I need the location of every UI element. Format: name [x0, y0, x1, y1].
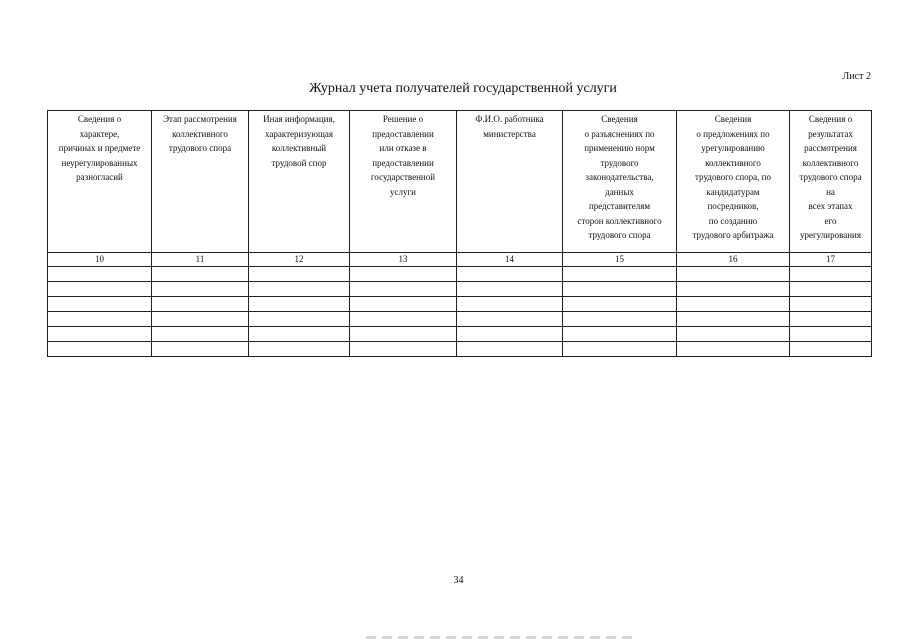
- table-cell: [677, 342, 790, 357]
- table-cell: [249, 297, 350, 312]
- table-cell: [790, 282, 872, 297]
- table-cell: [790, 327, 872, 342]
- column-number: 12: [249, 253, 350, 267]
- table-cell: [677, 297, 790, 312]
- table-cell: [677, 267, 790, 282]
- table-cell: [350, 297, 457, 312]
- table-cell: [249, 342, 350, 357]
- table-cell: [350, 327, 457, 342]
- table-cell: [563, 267, 677, 282]
- table-cell: [350, 312, 457, 327]
- table-cell: [457, 342, 563, 357]
- table-cell: [48, 342, 152, 357]
- table-cell: [563, 312, 677, 327]
- table-header-row: [48, 111, 872, 253]
- table-cell: [457, 282, 563, 297]
- table-cell: [350, 342, 457, 357]
- column-number: 10: [48, 253, 152, 267]
- table-cell: [48, 282, 152, 297]
- table-cell: [677, 282, 790, 297]
- footer-scan-artifact: [366, 636, 636, 639]
- table-cell: [457, 267, 563, 282]
- table-cell: [563, 282, 677, 297]
- sheet-label: Лист 2: [842, 71, 871, 82]
- column-number: 11: [152, 253, 249, 267]
- table-cell: [249, 327, 350, 342]
- table-cell: [152, 297, 249, 312]
- table-cell: [563, 327, 677, 342]
- column-number: 14: [457, 253, 563, 267]
- table-row: [48, 282, 872, 297]
- table-cell: [249, 312, 350, 327]
- table-cell: [48, 267, 152, 282]
- page-number: 34: [453, 575, 464, 586]
- header-cell-decision: Решение о предоставлении или отказе в предоставлении государственной услуги: [350, 111, 457, 253]
- header-cell-results: Сведения о результатах рассмотрения коллективного трудового спора на всех этапах его урегулирования: [790, 111, 872, 253]
- table-row: [48, 267, 872, 282]
- table-cell: [563, 297, 677, 312]
- table-cell: [152, 342, 249, 357]
- table-cell: [677, 327, 790, 342]
- table-cell: [457, 297, 563, 312]
- column-number: 13: [350, 253, 457, 267]
- table-cell: [350, 282, 457, 297]
- table-cell: [457, 327, 563, 342]
- header-cell-employee-name: Ф.И.О. работника министерства: [457, 111, 563, 253]
- header-cell-explanations: Сведения о разъяснениях по применению норм трудового законодательства, данных представителям сторон коллективного трудового спора: [563, 111, 677, 253]
- table-cell: [152, 327, 249, 342]
- header-cell-stage: Этап рассмотрения коллективного трудового спора: [152, 111, 249, 253]
- table-cell: [48, 327, 152, 342]
- header-cell-proposals: Сведения о предложениях по урегулированию коллективного трудового спора, по кандидатурам посредников, по созданию трудового арбитража: [677, 111, 790, 253]
- table-cell: [790, 267, 872, 282]
- table-cell: [563, 342, 677, 357]
- table-cell: [152, 267, 249, 282]
- column-number: 17: [790, 253, 872, 267]
- table-cell: [790, 342, 872, 357]
- table-row: [48, 297, 872, 312]
- table-cell: [790, 297, 872, 312]
- table-cell: [457, 312, 563, 327]
- table-cell: [152, 312, 249, 327]
- table-cell: [350, 267, 457, 282]
- column-number: 15: [563, 253, 677, 267]
- table-cell: [677, 312, 790, 327]
- journal-title: Журнал учета получателей государственной услуги: [309, 81, 617, 96]
- column-number-row: [48, 253, 872, 267]
- column-number: 16: [677, 253, 790, 267]
- table-cell: [48, 297, 152, 312]
- table-cell: [152, 282, 249, 297]
- table-cell: [48, 312, 152, 327]
- header-cell-dispute-nature: Сведения о характере, причинах и предмете неурегулированных разногласий: [48, 111, 152, 253]
- table-row: [48, 342, 872, 357]
- table-cell: [249, 267, 350, 282]
- table-cell: [249, 282, 350, 297]
- header-cell-other-info: Иная информация, характеризующая коллективный трудовой спор: [249, 111, 350, 253]
- table-row: [48, 312, 872, 327]
- table-row: [48, 327, 872, 342]
- table-cell: [790, 312, 872, 327]
- journal-table: [47, 110, 872, 357]
